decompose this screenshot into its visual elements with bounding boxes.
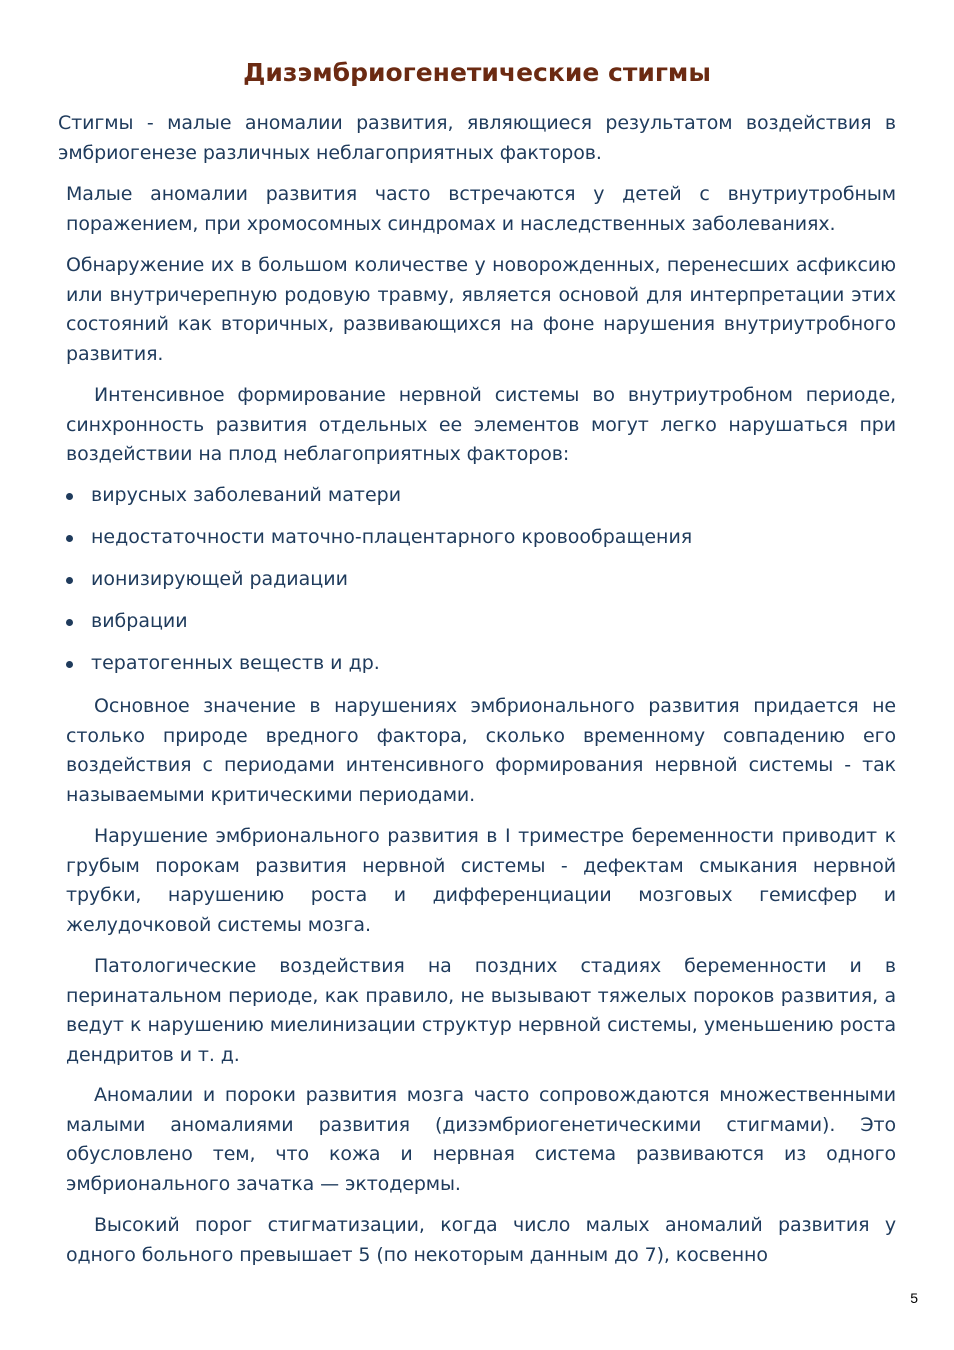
paragraph-6: Нарушение эмбрионального развития в I триместре беременности приводит к грубым порокам развития нервной системы - дефектам смыкания нервной трубки, нарушению роста и дифференциации мозговых гемисфер и желудочковой системы мозга.: [66, 825, 896, 936]
page-title: Дизэмбриогенетические стигмы: [243, 58, 711, 87]
list-item: [66, 523, 896, 565]
list-item: [66, 481, 896, 523]
bullet-icon: [66, 661, 73, 668]
list-item: [66, 649, 896, 691]
list-item-text: вибрации: [91, 610, 188, 632]
list-item: [66, 565, 896, 607]
paragraph-5: Основное значение в нарушениях эмбрионального развития придается не столько природе вредного фактора, сколько временному совпадению его воздействия с периодами интенсивного формирования нервной системы - так называемыми критическими периодами.: [66, 695, 896, 806]
list-item-text: недостаточности маточно-плацентарного кровообращения: [91, 526, 693, 548]
paragraph-7: Патологические воздействия на поздних стадиях беременности и в перинатальном периоде, как правило, не вызывают тяжелых пороков развития, а ведут к нарушению миелинизации структур нервной системы, уменьшению роста дендритов и т. д.: [66, 955, 896, 1066]
paragraph-4: Интенсивное формирование нервной системы во внутриутробном периоде, синхронность развития отдельных ее элементов могут легко нарушаться при воздействии на плод неблагоприятных факторов:: [66, 384, 896, 465]
bullet-icon: [66, 493, 73, 500]
bullet-icon: [66, 535, 73, 542]
paragraph-3: Обнаружение их в большом количестве у новорожденных, перенесших асфиксию или внутричерепную родовую травму, является основой для интерпретации этих состояний как вторичных, развивающихся на фоне нарушения внутриутробного развития.: [66, 254, 896, 365]
paragraph-2: Малые аномалии развития часто встречаются у детей с внутриутробным поражением, при хромосомных синдромах и наследственных заболеваниях.: [66, 183, 896, 235]
list-item: [66, 607, 896, 649]
paragraph-9: Высокий порог стигматизации, когда число малых аномалий развития у одного больного превышает 5 (по некоторым данным до 7), косвенно: [66, 1214, 896, 1266]
list-item-text: тератогенных веществ и др.: [91, 652, 380, 674]
bullet-icon: [66, 619, 73, 626]
page-number: 5: [910, 1290, 918, 1306]
bullet-icon: [66, 577, 73, 584]
paragraph-1: Стигмы - малые аномалии развития, являющиеся результатом воздействия в эмбриогенезе различных неблагоприятных факторов.: [58, 112, 896, 164]
paragraph-8: Аномалии и пороки развития мозга часто сопровождаются множественными малыми аномалиями развития (дизэмбриогенетическими стигмами). Это обусловлено тем, что кожа и нервная система развиваются из одного эмбрионального зачатка — эктодермы.: [66, 1084, 896, 1195]
list-item-text: ионизирующей радиации: [91, 568, 348, 590]
list-item-text: вирусных заболеваний матери: [91, 484, 402, 506]
factor-list: [66, 481, 896, 691]
